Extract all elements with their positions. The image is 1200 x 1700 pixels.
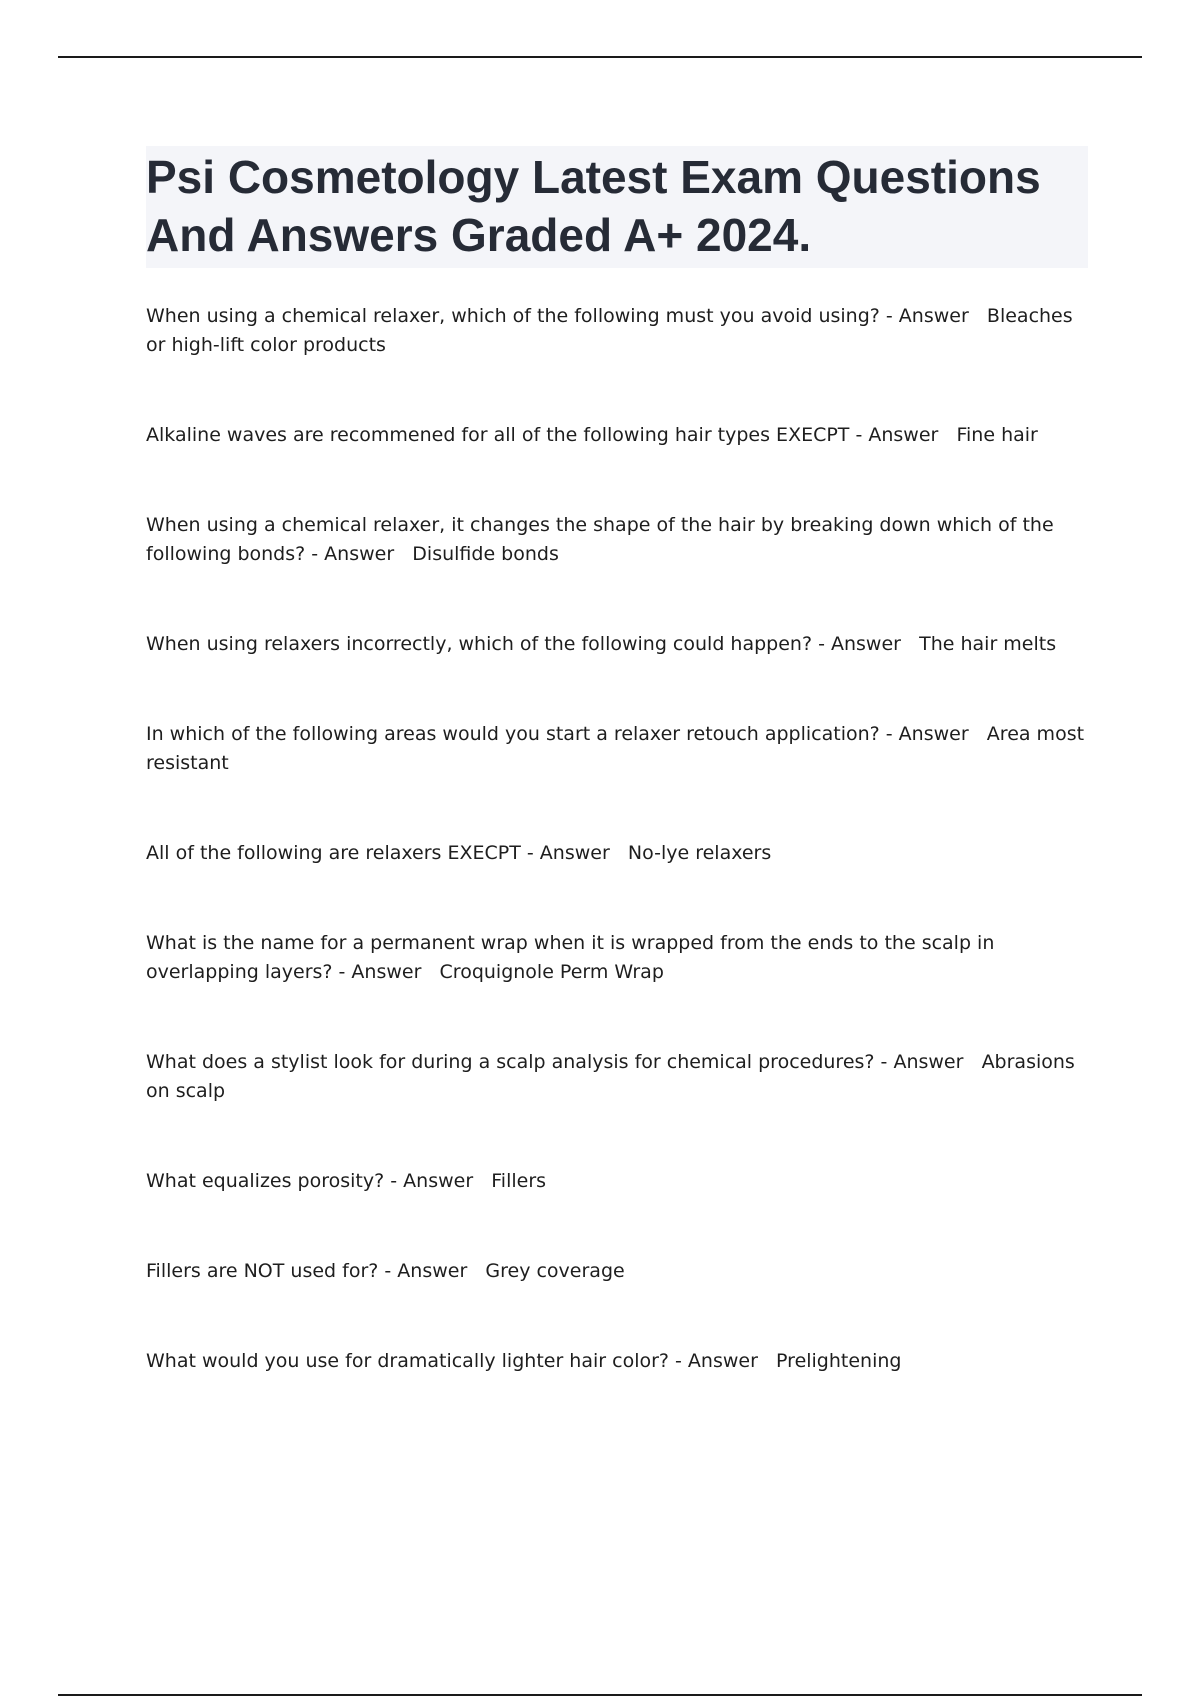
answer-text: Area most resistant [146, 723, 1085, 774]
question-text: What is the name for a permanent wrap when it is wrapped from the ends to the scalp in overlapping layers? [146, 932, 995, 983]
footer-rule [58, 1694, 1142, 1696]
question-text: When using relaxers incorrectly, which of the following could happen? [146, 633, 813, 655]
qa-list [146, 302, 1088, 1376]
qa-item [146, 839, 1088, 868]
answer-text: The hair melts [919, 633, 1057, 655]
qa-item [146, 630, 1088, 659]
qa-item [146, 421, 1088, 450]
answer-separator: - Answer [879, 723, 987, 745]
answer-separator: - Answer [879, 305, 987, 327]
answer-text: Prelightening [776, 1350, 902, 1372]
answer-separator: - Answer [305, 543, 413, 565]
answer-text: Croquignole Perm Wrap [439, 961, 664, 983]
page-title: Psi Cosmetology Latest Exam Questions And Answers Graded A+ 2024. [146, 151, 1041, 261]
question-text: When using a chemical relaxer, which of the following must you avoid using? [146, 305, 880, 327]
qa-item [146, 720, 1088, 778]
question-text: Fillers are NOT used for? [146, 1260, 379, 1282]
answer-separator: - Answer [384, 1170, 492, 1192]
answer-separator: - Answer [849, 424, 957, 446]
answer-separator: - Answer [378, 1260, 486, 1282]
question-text: When using a chemical relaxer, it changes the shape of the hair by breaking down which of the following bonds? [146, 514, 1054, 565]
question-text: Alkaline waves are recommened for all of the following hair types EXECPT [146, 424, 850, 446]
question-text: All of the following are relaxers EXECPT [146, 842, 521, 864]
title-block [146, 146, 1088, 268]
answer-separator: - Answer [520, 842, 628, 864]
answer-separator: - Answer [874, 1051, 982, 1073]
question-text: What equalizes porosity? [146, 1170, 385, 1192]
qa-item [146, 511, 1088, 569]
answer-separator: - Answer [669, 1350, 777, 1372]
qa-item [146, 1048, 1088, 1106]
answer-text: Fillers [491, 1170, 547, 1192]
qa-item [146, 929, 1088, 987]
qa-item [146, 302, 1088, 360]
qa-item [146, 1347, 1088, 1376]
answer-separator: - Answer [332, 961, 440, 983]
question-text: What does a stylist look for during a scalp analysis for chemical procedures? [146, 1051, 875, 1073]
question-text: In which of the following areas would you start a relaxer retouch application? [146, 723, 880, 745]
header-rule [58, 56, 1142, 58]
answer-text: No-lye relaxers [627, 842, 772, 864]
answer-separator: - Answer [812, 633, 920, 655]
answer-text: Disulfide bonds [412, 543, 559, 565]
answer-text: Bleaches or high-lift color products [146, 305, 1073, 356]
answer-text: Grey coverage [485, 1260, 625, 1282]
qa-item [146, 1167, 1088, 1196]
answer-text: Fine hair [956, 424, 1038, 446]
qa-item [146, 1257, 1088, 1286]
question-text: What would you use for dramatically lighter hair color? [146, 1350, 669, 1372]
answer-text: Abrasions on scalp [146, 1051, 1075, 1102]
